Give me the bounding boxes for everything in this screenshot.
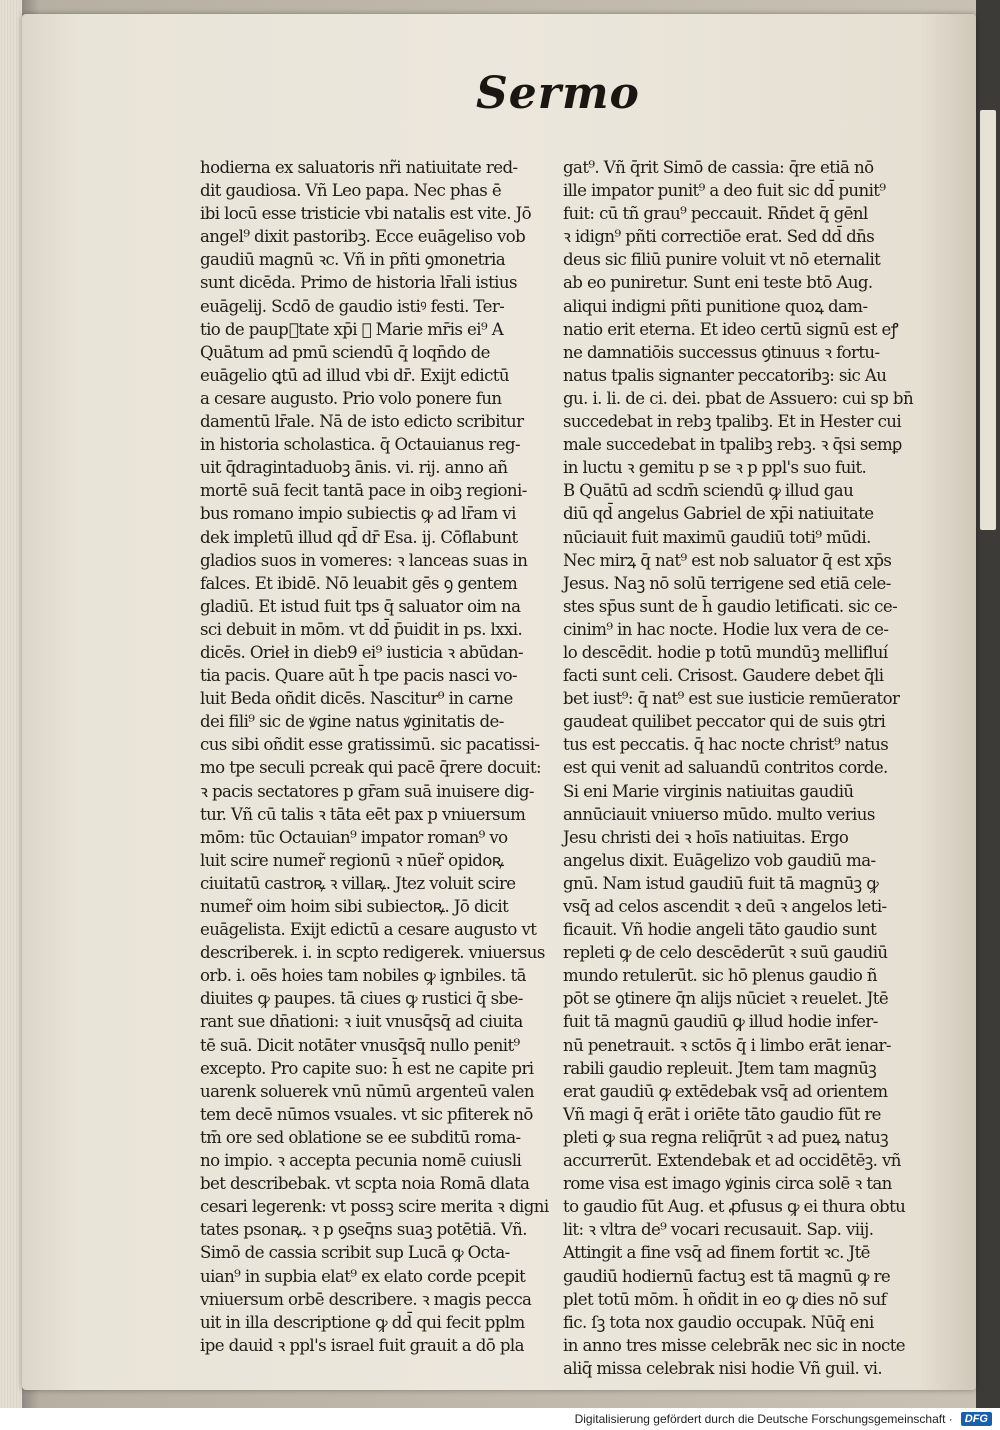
text-line: numer̃ oim hoim sibi subiectoꝶ. Jō dicit (200, 897, 509, 916)
text-line: ficauit. Vñ hodie angeli tāto gaudio sunt (563, 920, 877, 940)
text-line: Si eni Marie virginis natiuitas gaudiū (563, 781, 854, 801)
text-line: gladios suos in vomeres: ꝛ lanceas suas in (200, 550, 528, 570)
text-line: ciuitatū castroꝶ ꝛ villaꝶ. Jtez voluit scire (200, 873, 516, 893)
funding-credit: Digitalisierung gefördert durch die Deutsche Forschungsgemeinschaft · (574, 1412, 953, 1426)
text-line: diuites ꝙ paupes. tā ciues ꝙ rustici q̄ sbe- (200, 989, 523, 1009)
text-line: aliqui indigni pñti punitione quoꝝ dam- (563, 296, 868, 316)
text-line: tus est peccatis. q̄ hac nocte christ⁹ natus (563, 735, 889, 755)
text-line: mundo retulerūt. sic hō plenus gaudio ñ (563, 966, 878, 986)
text-line: tur. Vñ cū talis ꝛ tāta eēt pax p vniuersum (200, 804, 526, 824)
text-line: luit scire numer̃ regionū ꝛ nūer̃ opidoꝶ (200, 850, 504, 870)
text-line: orb. i. oēs hoies tam nobiles ꝙ ignbiles. tā (200, 966, 526, 986)
text-line: falces. Et ibidē. Nō leuabit gēs ꝯ gentem (200, 573, 518, 593)
text-line: bet iust⁹: q̄ nat⁹ est sue iusticie remūerator (563, 689, 900, 709)
text-line: facti sunt celi. Crisost. Gaudere debet q̄li (563, 666, 884, 686)
text-line: ꝛ pacis sectatores p gr̄am suā inuisere dig- (200, 781, 534, 801)
text-line: ille impator punit⁹ a deo fuit sic dd̄ punit⁹ (563, 181, 886, 201)
text-line: in historia scholastica. q̄ Octauianus reg- (200, 435, 520, 455)
text-line: ipe dauid ꝛ ppl's israel fuit grauit a dō pla (200, 1335, 524, 1355)
text-line: dit gaudiosa. Vñ Leo papa. Nec phas ē (200, 181, 502, 201)
text-line: B Quātū ad scdm̄ sciendū ꝙ illud gau (563, 481, 854, 501)
scanner-right-margin (976, 0, 1000, 1408)
text-line: ab eo puniretur. Sunt eni teste btō Aug. (563, 273, 873, 293)
text-line: fic. ſꝫ tota nox gaudio occupak. Nūq̄ eni (563, 1312, 874, 1332)
text-line: dei fili⁹ sic de ꝟgine natus ꝟginitatis de- (200, 712, 504, 732)
text-line: Simō de cassia scribit sup Lucā ꝙ Octa- (200, 1243, 510, 1263)
text-line: bet describebak. vt scpta noia Romā dlata (200, 1174, 530, 1194)
text-line: natus tpalis signanter peccatoribꝫ: sic Au (563, 365, 887, 385)
text-line: Jesus. Naꝫ nō solū terrigene sed etiā cele- (563, 573, 891, 593)
text-line: gu. i. li. de ci. dei. pbat de Assuero: cui sp bn̄ (563, 388, 914, 408)
text-line: tia pacis. Quare aūt h̄ tpe pacis nasci vo- (200, 666, 518, 686)
text-line: lit: ꝛ vltra de⁹ vocari recusauit. Sap. viij. (563, 1220, 874, 1240)
text-line: gladiū. Et istud fuit tps q̄ saluator oim na (200, 596, 521, 616)
digitization-footer (0, 1408, 1000, 1430)
dfg-logo: DFG (961, 1412, 992, 1426)
text-line: pōt se ꝯtinere q̄n alijs nūciet ꝛ reuelet. Jtē (563, 989, 889, 1009)
text-line: hodierna ex saluatoris nr̃i natiuitate red- (200, 158, 518, 177)
text-line: ne damnatiōis successus ꝯtinuus ꝛ fortu- (563, 342, 880, 362)
text-line: rabili gaudio repleuit. Jtem tam magnūꝫ (563, 1058, 877, 1078)
text-line: Vñ magi q̄ erāt i oriēte tāto gaudio fūt re (563, 1104, 881, 1124)
text-line: sunt dicēda. Primo de historia lr̄ali istius (200, 273, 517, 293)
text-line: repleti ꝙ de celo descēderūt ꝛ suū gaudiū (563, 943, 888, 963)
text-line: mortē suā fecit tantā pace in oibꝫ regioni- (200, 481, 527, 501)
text-line: Nec mirꝝ q̄ nat⁹ est nob saluator q̄ est xp̄s (563, 550, 892, 570)
text-line: angelus dixit. Euāgelizo vob gaudiū ma- (563, 850, 876, 870)
text-line: ibi locū esse tristicie vbi natalis est vite. Jō (200, 204, 532, 224)
text-line: rome visa est imago ꝟginis circa solē ꝛ tan (563, 1174, 892, 1194)
text-line: luit Beda oñdit dicēs. Nascitur⁹ in carne (200, 689, 513, 709)
text-line: gnū. Nam istud gaudiū fuit tā magnūꝫ ꝙ (563, 873, 879, 893)
text-line: in luctu ꝛ gemitu p se ꝛ p ppl's suo fuit. (563, 458, 867, 478)
text-line: pleti ꝙ sua regna reliq̄rūt ꝛ ad pueꝝ natuꝫ (563, 1127, 889, 1147)
text-line: uit q̄dragintaduobꝫ ānis. vi. rij. anno añ (200, 458, 508, 478)
text-line: accurrerūt. Extendebak et ad occidētēꝫ. vñ (563, 1151, 901, 1171)
text-line: Attingit a fine vsq̄ ad finem fortit ꝛc. Jtē (563, 1243, 870, 1263)
right-text-column (563, 156, 914, 1380)
text-line: aliq̄ missa celebrak nisi hodie Vñ guil. vi. (563, 1358, 883, 1378)
text-line: dek impletū illud qd̄ dr̄ Esa. ij. Cōflabunt (200, 527, 518, 547)
text-line: to gaudio fūt Aug. et ꝓfusus ꝙ ei thura obtu (563, 1197, 906, 1217)
text-line: tio de paupᷓtate xp̄i ꝛ Marie mr̄is ei⁹ A (200, 319, 504, 339)
text-line: dicēs. Orieł in dieb9 ei⁹ iusticia ꝛ abūdan- (200, 642, 523, 662)
text-line: damentū lr̄ale. Nā de isto edicto scribitur (200, 412, 524, 432)
text-line: fuit: cū tñ grau⁹ peccauit. Rn̄det q̄ gēnl (563, 204, 868, 224)
text-line: Jesu christi dei ꝛ hoīs natiuitas. Ergo (563, 827, 849, 847)
text-line: vniuersum orbē describere. ꝛ magis pecca (200, 1289, 532, 1309)
running-head: Sermo (476, 68, 640, 119)
text-line: uarenk soluerek vnū nūmū argenteū valen (200, 1081, 534, 1101)
text-line: erat gaudiū ꝙ extēdebak vsq̄ ad orientem (563, 1081, 888, 1101)
text-line: gaudeat quilibet peccator qui de suis ꝯtri (563, 712, 886, 732)
text-line: tem decē nūmos vsuales. vt sic pfiterek nō (200, 1104, 533, 1124)
text-line: annūciauit vniuerso mūdo. multo verius (563, 804, 875, 824)
text-line: nū penetrauit. ꝛ sctōs q̄ i limbo erāt ienar- (563, 1035, 891, 1055)
text-line: plet totū mōm. h̄ oñdit in eo ꝙ dies nō suf (563, 1289, 887, 1309)
text-line: describerek. i. in scpto redigerek. vniuersus (200, 943, 545, 963)
text-line: nūciauit fuit maximū gaudiū toti⁹ mūdi. (563, 527, 871, 547)
text-line: uian⁹ in supbia elat⁹ ex elato corde pcepit (200, 1266, 526, 1286)
text-line: lo descēdit. hodie p totū mundūꝫ mellifluí (563, 642, 888, 662)
text-line: euāgelio ꝗtū ad illud vbi dr̄. Exijt edictū (200, 365, 509, 385)
text-line: cesari legerenk: vt possꝫ scire merita ꝛ digni (200, 1197, 549, 1217)
text-line: cinim⁹ in hac nocte. Hodie lux vera de ce- (563, 619, 889, 639)
text-line: diū qd̄ angelus Gabriel de xp̄i natiuitate (563, 504, 874, 524)
text-line: gaudiū hodiernū factuꝫ est tā magnū ꝙ re (563, 1266, 891, 1286)
text-line: male succedebat in tpalibꝫ rebꝫ. ꝛ q̄si semꝑ (563, 435, 902, 455)
book-page-edges (0, 0, 23, 1408)
text-line: deus sic filiū punire voluit vt nō eternalit (563, 250, 881, 270)
text-line: no impio. ꝛ accepta pecunia nomē cuiusli (200, 1151, 522, 1171)
text-line: fuit tā magnū gaudiū ꝙ illud hodie infer- (563, 1012, 878, 1032)
text-line: Quātum ad pmū sciendū q̄ loqn̄do de (200, 342, 490, 362)
text-line: est qui venit ad saluandū contritos corde. (563, 758, 888, 778)
text-line: mo tpe seculi pcreak qui pacē q̄rere docuit: (200, 758, 542, 778)
text-line: bus romano impio subiectis ꝙ ad lr̄am vi (200, 504, 516, 524)
text-line: gaudiū magnū ꝛc. Vñ in pñti ꝯmonetria (200, 250, 506, 270)
text-line: tm̄ ore sed oblatione se ee subditū roma- (200, 1127, 521, 1147)
text-line: natio erit eterna. Et ideo certū signū est eꝭ (563, 319, 898, 339)
text-line: mōm: tūc Octauian⁹ impator roman⁹ vo (200, 827, 508, 847)
text-line: euāgelista. Exijt edictū a cesare augusto vt (200, 920, 537, 940)
text-line: tē suā. Dicit notāter vnusq̄sq̄ nullo penit⁹ (200, 1035, 520, 1055)
left-text-column (200, 156, 549, 1357)
text-line: vsq̄ ad celos ascendit ꝛ deū ꝛ angelos leti- (563, 897, 887, 916)
text-line: a cesare augusto. Prio volo ponere fun (200, 388, 502, 408)
text-line: stes sp̄us sunt de h̄ gaudio letificati. sic ce- (563, 596, 898, 616)
text-line: gat⁹. Vñ q̄rit Simō de cassia: q̄re etiā nō (563, 158, 874, 177)
text-line: tates psonaꝶ. ꝛ p ꝯseq̄ns suaꝫ potētiā. Vñ. (200, 1220, 527, 1240)
text-line: euāgelij. Scdō de gaudio istiꝰ festi. Ter- (200, 296, 505, 316)
text-line: succedebat in rebꝫ tpalibꝫ. Et in Hester cui (563, 412, 902, 432)
next-page-edge (980, 110, 996, 530)
text-line: in anno tres misse celebrāk nec sic in nocte (563, 1335, 905, 1355)
text-line: sci debuit in mōm. vt dd̄ p̄uidit in ps. lxxi. (200, 619, 523, 639)
text-line: uit in illa descriptione ꝙ dd̄ qui fecit pplm (200, 1312, 525, 1332)
text-line: ꝛ idign⁹ pñti correctiōe erat. Sed dd̄ dn̄s (563, 227, 875, 247)
text-line: cus sibi oñdit esse gratissimū. sic pacatissi- (200, 735, 540, 755)
text-line: excepto. Pro capite suo: h̄ est ne capite pri (200, 1058, 534, 1078)
text-line: angel⁹ dixit pastoribꝫ. Ecce euāgeliso vob (200, 227, 526, 247)
text-line: rant sue dn̄ationi: ꝛ iuit vnusq̄sq̄ ad ciuita (200, 1012, 523, 1032)
